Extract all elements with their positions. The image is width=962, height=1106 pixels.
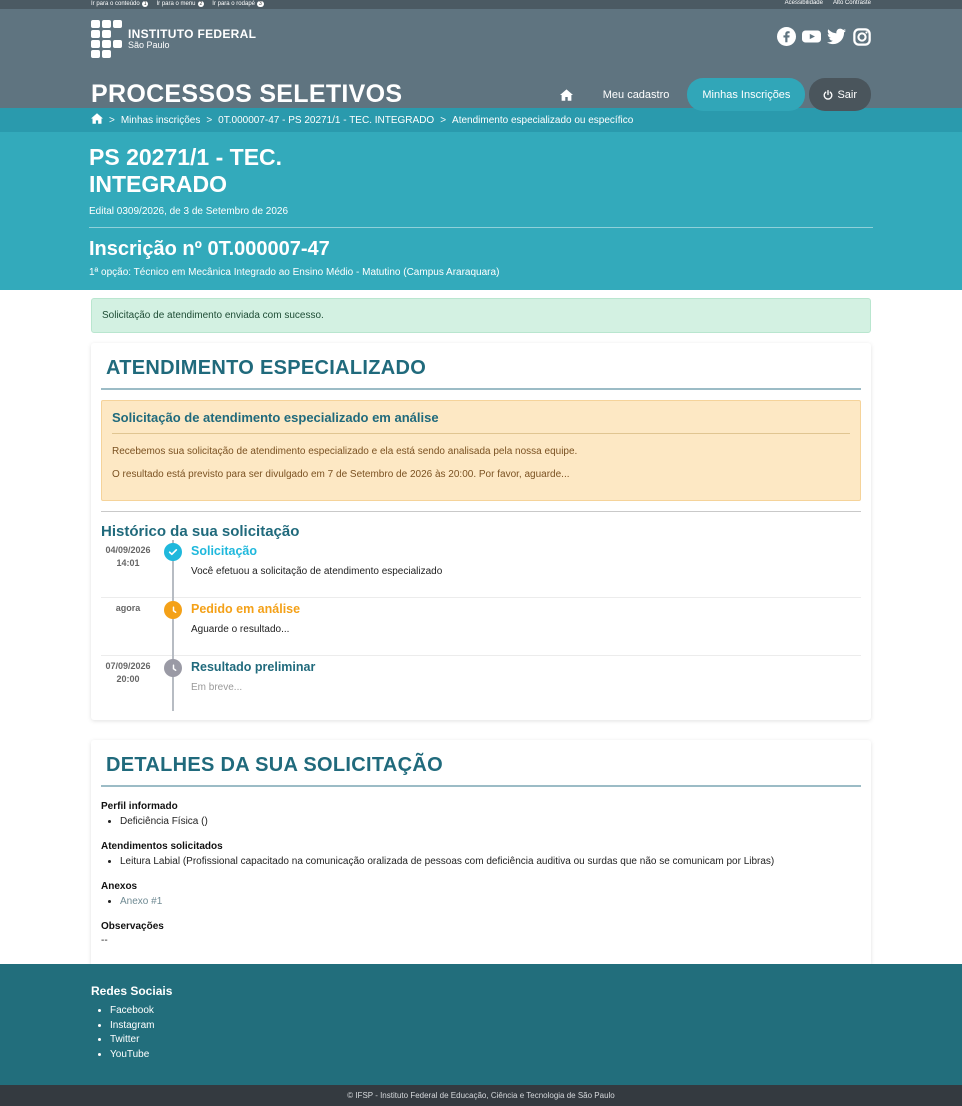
list-item: • Leitura Labial (Profissional capacitado na comunicação oralizada de pessoas com deficiência auditiva ou surdas que não se comunicam por Libras) [120, 855, 861, 869]
anexos-label: Anexos [101, 881, 138, 892]
breadcrumb-separator: > [109, 114, 115, 126]
social-icons [777, 27, 871, 46]
process-hero [0, 132, 962, 290]
timeline-date: 07/09/2026 20:00 [105, 661, 151, 684]
timeline-title: Resultado preliminar [191, 660, 316, 674]
process-title: PS 20271/1 - TEC. INTEGRADO [89, 144, 283, 197]
success-alert [91, 298, 871, 333]
atendimento-heading: ATENDIMENTO ESPECIALIZADO [101, 355, 861, 390]
home-icon [91, 113, 103, 124]
timeline-date: agora [115, 603, 141, 613]
breadcrumb-item-current: Atendimento especializado ou específico [452, 114, 634, 126]
details-heading: DETALHES DA SUA SOLICITAÇÃO [101, 752, 861, 787]
timeline-date: 04/09/2026 14:01 [105, 545, 151, 568]
analysis-result-date: O resultado está previsto para ser divulgado em 7 de Setembro de 2026 às 20:00. Por favor, aguarde... [112, 469, 570, 480]
timeline-item [101, 598, 861, 656]
accessibility-link[interactable]: Acessibilidade [784, 0, 823, 6]
success-alert-message: Solicitação de atendimento enviada com sucesso. [102, 310, 324, 321]
skip-to-content-link[interactable]: Ir para o conteúdo 1 [91, 1, 147, 7]
main-nav [549, 78, 871, 111]
anexo-link[interactable]: Anexo #1 [120, 896, 163, 907]
anexos-section [101, 881, 861, 909]
high-contrast-link[interactable]: Alto Contraste [832, 0, 871, 6]
instagram-icon[interactable] [852, 27, 871, 46]
footer-link-twitter[interactable]: • Twitter [110, 1033, 871, 1048]
observacoes-section [101, 921, 861, 946]
skip-to-footer-link[interactable]: Ir para o rodapé 3 [212, 1, 262, 7]
twitter-icon[interactable] [827, 27, 846, 46]
details-card [91, 740, 871, 966]
logout-button[interactable] [809, 78, 871, 111]
timeline-item [101, 656, 861, 710]
observacoes-value: -- [101, 935, 108, 946]
atendimentos-label: Atendimentos solicitados [101, 841, 223, 852]
youtube-icon[interactable] [802, 27, 821, 46]
analysis-warning [101, 400, 861, 501]
timeline-title: Solicitação [191, 544, 257, 558]
history-heading: Histórico da sua solicitação [101, 523, 300, 540]
section-divider [101, 511, 861, 512]
atendimentos-section [101, 841, 861, 869]
breadcrumb-separator: > [440, 114, 447, 126]
copyright-text: © IFSP - Instituto Federal de Educação, Ciência e Tecnologia de São Paulo [347, 1091, 615, 1100]
inscricao-number: Inscrição nº 0T.000007-47 [89, 238, 330, 260]
nav-minhas-inscricoes[interactable]: Minhas Inscrições [687, 78, 805, 111]
perfil-label: Perfil informado [101, 801, 178, 812]
nav-meu-cadastro[interactable]: Meu cadastro [602, 88, 670, 101]
perfil-section [101, 801, 861, 829]
atendimento-card [91, 343, 871, 720]
footer-link-facebook[interactable]: • Facebook [110, 1004, 871, 1019]
breadcrumb-item-inscricoes[interactable]: Minhas inscrições [120, 114, 201, 126]
page-brand-title: PROCESSOS SELETIVOS [91, 80, 403, 108]
ifsp-logo-mark [91, 20, 122, 58]
site-header [0, 9, 962, 108]
observacoes-label: Observações [101, 921, 164, 932]
power-icon [823, 90, 833, 100]
list-item: • Deficiência Física () [120, 815, 861, 829]
clock-icon [164, 601, 182, 619]
breadcrumb-separator: > [206, 114, 213, 126]
logo-line1: INSTITUTO FEDERAL [128, 27, 257, 41]
home-icon [560, 89, 573, 101]
logo-line2: São Paulo [128, 40, 170, 50]
timeline-desc: Aguarde o resultado... [191, 624, 290, 635]
analysis-warning-text: Recebemos sua solicitação de atendimento especializado e ela está sendo analisada pela nossa equipe. [112, 446, 578, 457]
ifsp-logo[interactable] [91, 20, 256, 58]
breadcrumb [0, 108, 962, 132]
nav-home-button[interactable] [549, 79, 585, 111]
footer-link-youtube[interactable]: • YouTube [110, 1048, 871, 1063]
footer-link-instagram[interactable]: • Instagram [110, 1019, 871, 1034]
edital-info: Edital 0309/2026, de 3 de Setembro de 2026 [89, 206, 289, 217]
timeline-desc: Em breve... [191, 682, 243, 693]
timeline-desc: Você efetuou a solicitação de atendimento especializado [191, 566, 443, 577]
check-icon [164, 543, 182, 561]
history-timeline [101, 540, 861, 710]
accessibility-bar [0, 0, 962, 9]
hero-divider [89, 227, 873, 228]
breadcrumb-home[interactable] [91, 113, 103, 127]
logout-label: Sair [837, 88, 857, 101]
clock-icon [164, 659, 182, 677]
course-option: 1ª opção: Técnico em Mecânica Integrado ao Ensino Médio - Matutino (Campus Araraquara) [89, 267, 500, 278]
footer-social-heading: Redes Sociais [91, 984, 173, 998]
copyright-bar [0, 1085, 962, 1106]
analysis-warning-title: Solicitação de atendimento especializado em análise [112, 410, 850, 434]
footer-social-list [110, 1004, 871, 1062]
facebook-icon[interactable] [777, 27, 796, 46]
breadcrumb-item-inscricao[interactable]: 0T.000007-47 - PS 20271/1 - TEC. INTEGRADO [218, 114, 435, 126]
timeline-item [101, 540, 861, 598]
timeline-title: Pedido em análise [191, 602, 301, 616]
site-footer [0, 964, 962, 1085]
skip-to-menu-link[interactable]: Ir para o menu 2 [156, 1, 203, 7]
